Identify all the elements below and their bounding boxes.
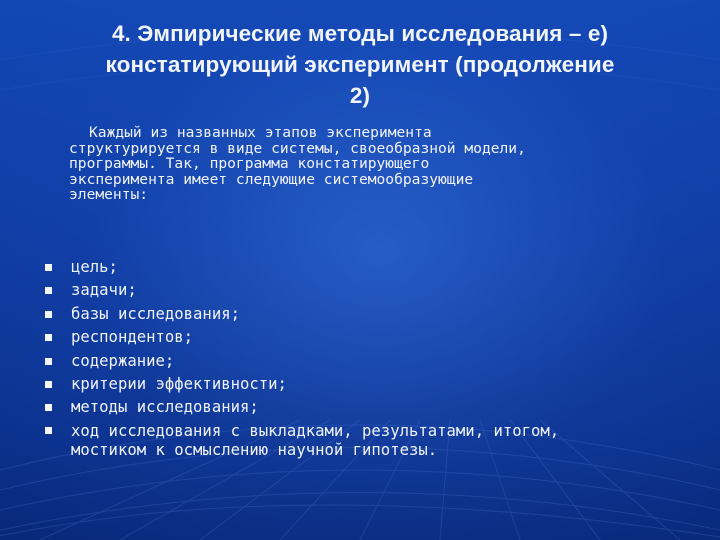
list-item-text: ход исследования с выкладками, результатами, итогом, [71, 421, 560, 440]
intro-line: программы. Так, программа констатирующего [69, 155, 430, 172]
intro-paragraph [69, 125, 699, 203]
list-item [0, 350, 720, 373]
list-item [0, 279, 720, 302]
list-item-text: цель; [71, 258, 118, 276]
square-bullet-icon [45, 427, 52, 434]
bullet-list [0, 256, 720, 461]
list-item [0, 256, 720, 279]
square-bullet-icon [45, 311, 52, 318]
square-bullet-icon [45, 264, 52, 271]
list-item-text: базы исследования; [71, 304, 240, 323]
list-item [0, 326, 720, 349]
square-bullet-icon [45, 287, 52, 294]
list-item-text: мостиком к осмыслению научной гипотезы. [71, 441, 438, 460]
square-bullet-icon [45, 334, 52, 341]
title-line: 2) [349, 83, 371, 108]
list-item-text: методы исследования; [71, 398, 259, 417]
list-item-text: критерии эффективности; [71, 375, 287, 394]
intro-line: элементы: [69, 186, 149, 203]
list-item [0, 303, 720, 326]
slide-title [30, 18, 690, 111]
list-item [0, 373, 720, 396]
list-item [0, 396, 720, 419]
title-line: 4. Эмпирические методы исследования – е) [111, 21, 609, 46]
intro-line: эксперимента имеет следующие системообразующие [69, 170, 474, 188]
title-line: констатирующий эксперимент (продолжение [105, 52, 615, 77]
intro-line: структурируется в виде системы, своеобразной модели, [69, 139, 526, 157]
square-bullet-icon [45, 404, 52, 411]
intro-line: Каждый из названных этапов эксперимента [89, 124, 432, 141]
list-item-text: задачи; [71, 281, 137, 300]
list-item [0, 420, 720, 461]
list-item-text: респондентов; [71, 328, 194, 347]
list-item-text: содержание; [71, 351, 175, 370]
square-bullet-icon [45, 358, 52, 365]
square-bullet-icon [45, 381, 52, 388]
